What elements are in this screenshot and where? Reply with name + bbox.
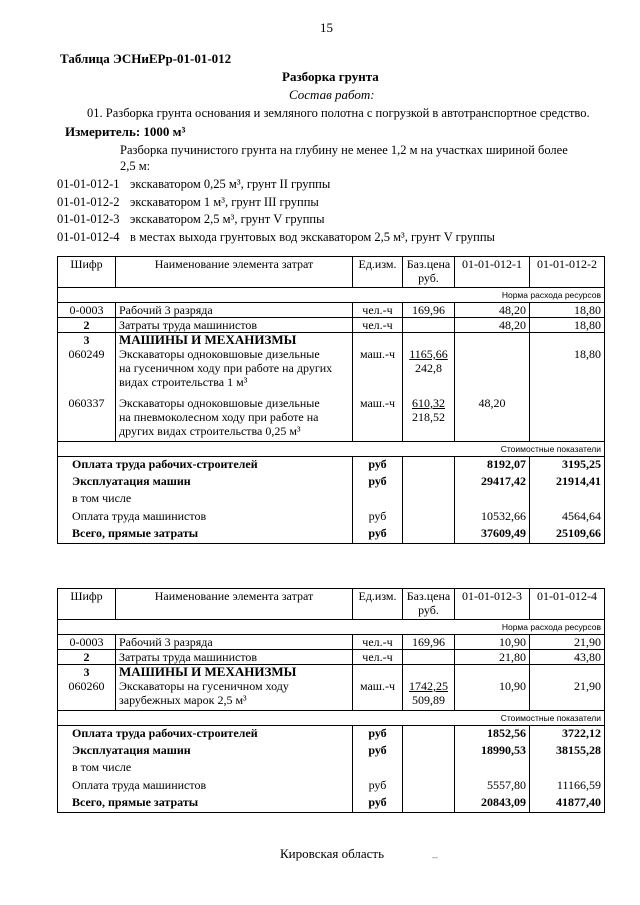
- footer-region: Кировская область: [280, 846, 385, 861]
- header-code: Шифр: [58, 257, 116, 288]
- code-4: 01-01-012-4: [57, 230, 120, 244]
- table-row: [58, 318, 605, 333]
- row-value-a: [455, 347, 530, 389]
- cost-label: в том числе: [58, 757, 353, 774]
- cost-value-b: 3722,12: [530, 726, 605, 741]
- cost-row: [58, 488, 605, 505]
- table-row: [58, 347, 605, 389]
- row-value-b: 18,80: [530, 347, 605, 389]
- row-code: 060337: [58, 389, 116, 442]
- header-base-price-line2: руб.: [418, 603, 439, 617]
- cost-value-a: 1852,56: [455, 726, 530, 741]
- cost-unit: руб: [353, 471, 403, 488]
- description-line2: 2,5 м:: [120, 159, 151, 173]
- row-value-a: 48,20: [455, 389, 530, 442]
- row-value-b: 21,90: [530, 679, 605, 711]
- code-4-text: в местах выхода грунтовых вод экскаватором 2,5 м³, грунт V группы: [130, 230, 495, 244]
- table-header: [58, 257, 605, 288]
- cost-row: [58, 523, 605, 544]
- row-price-top: 1742,25: [409, 679, 448, 693]
- cost-unit: руб: [353, 740, 403, 757]
- cost-label: Стоимостные показатели: [58, 442, 605, 457]
- code-3-text: экскаватором 2,5 м³, грунт V группы: [130, 212, 325, 226]
- norm-label: Норма расхода ресурсов: [58, 620, 605, 635]
- row-code: 2: [58, 318, 116, 333]
- header-unit: Ед.изм.: [353, 589, 403, 620]
- header-base-price: [403, 257, 455, 288]
- row-code: 3: [58, 665, 116, 680]
- cost-row: [58, 757, 605, 774]
- row-name-line1: Экскаваторы на гусеничном ходу: [119, 679, 289, 693]
- cost-label: Эксплуатация машин: [58, 740, 353, 757]
- norm-label: Норма расхода ресурсов: [58, 288, 605, 303]
- row-unit: маш.-ч: [353, 347, 403, 389]
- header-code: Шифр: [58, 589, 116, 620]
- header-col-a: 01-01-012-1: [455, 257, 530, 288]
- cost-value-b: 11166,59: [530, 774, 605, 792]
- header-name: Наименование элемента затрат: [116, 589, 353, 620]
- cost-label: Оплата труда машинистов: [58, 774, 353, 792]
- description-line1: Разборка пучинистого грунта на глубину не менее 1,2 м на участках шириной более: [120, 143, 568, 157]
- row-price-bottom: 509,89: [412, 693, 445, 707]
- row-value-b: 18,80: [530, 303, 605, 318]
- row-price: [403, 389, 455, 442]
- table-row: [58, 389, 605, 442]
- row-unit: чел.-ч: [353, 635, 403, 650]
- header-col-b: 01-01-012-4: [530, 589, 605, 620]
- cost-label-row: [58, 442, 605, 457]
- table-title: Таблица ЭСНиЕРр-01-01-012: [60, 51, 232, 66]
- cost-unit: руб: [353, 505, 403, 523]
- row-code: 060260: [58, 679, 116, 711]
- cost-label: Всего, прямые затраты: [58, 523, 353, 544]
- cost-unit: руб: [353, 457, 403, 472]
- row-unit: чел.-ч: [353, 318, 403, 333]
- section-title: Разборка грунта: [282, 69, 379, 84]
- row-name-line3: других видах строительства 0,25 м³: [119, 424, 301, 438]
- works-heading: Состав работ:: [289, 87, 375, 102]
- header-base-price-line1: Баз.цена: [406, 589, 451, 603]
- row-name-line1: Экскаваторы одноковшовые дизельные: [119, 347, 320, 361]
- row-name: Рабочий 3 разряда: [116, 635, 353, 650]
- norm-label-row: [58, 620, 605, 635]
- table-header: [58, 589, 605, 620]
- row-name: Рабочий 3 разряда: [116, 303, 353, 318]
- cost-row: [58, 505, 605, 523]
- cost-value-a: 29417,42: [455, 471, 530, 488]
- cost-row: [58, 471, 605, 488]
- header-base-price: [403, 589, 455, 620]
- row-name-line1: Экскаваторы одноковшовые дизельные: [119, 396, 320, 410]
- work-item: 01. Разборка грунта основания и земляного полотна с погрузкой в автотранспортное средство.: [87, 106, 590, 120]
- row-unit: маш.-ч: [353, 679, 403, 711]
- row-price-bottom: 242,8: [415, 361, 442, 375]
- table-row: [58, 635, 605, 650]
- cost-value-b: 38155,28: [530, 740, 605, 757]
- row-value-b: 18,80: [530, 318, 605, 333]
- row-name: [116, 389, 353, 442]
- meter: Измеритель: 1000 м³: [65, 124, 186, 139]
- row-value-a: 10,90: [455, 635, 530, 650]
- code-2: 01-01-012-2: [57, 195, 120, 209]
- cost-value-b: 4564,64: [530, 505, 605, 523]
- row-price: [403, 318, 455, 333]
- row-price: 169,96: [403, 303, 455, 318]
- row-name-line2: на пневмоколесном ходу при работе на: [119, 410, 319, 424]
- row-price: 169,96: [403, 635, 455, 650]
- code-3: 01-01-012-3: [57, 212, 120, 226]
- cost-row: [58, 740, 605, 757]
- row-name: МАШИНЫ И МЕХАНИЗМЫ: [116, 665, 353, 680]
- cost-value-a: 18990,53: [455, 740, 530, 757]
- row-code: 060249: [58, 347, 116, 389]
- cost-value-b: 41877,40: [530, 792, 605, 813]
- cost-label: в том числе: [58, 488, 353, 505]
- header-base-price-line1: Баз.цена: [406, 257, 451, 271]
- header-base-price-line2: руб.: [418, 271, 439, 285]
- cost-label: Стоимостные показатели: [58, 711, 605, 726]
- row-value-b: 43,80: [530, 650, 605, 665]
- cost-label: Эксплуатация машин: [58, 471, 353, 488]
- cost-row: [58, 774, 605, 792]
- code-1: 01-01-012-1: [57, 177, 120, 191]
- table-row: [58, 665, 605, 680]
- code-2-text: экскаватором 1 м³, грунт III группы: [130, 195, 319, 209]
- row-code: 3: [58, 333, 116, 348]
- cost-value-b: 21914,41: [530, 471, 605, 488]
- resource-table-1: [57, 256, 605, 544]
- row-value-b: [530, 389, 605, 442]
- row-price: [403, 679, 455, 711]
- table-row: [58, 650, 605, 665]
- footer-mark: --: [432, 852, 438, 862]
- row-name: Затраты труда машинистов: [116, 650, 353, 665]
- norm-label-row: [58, 288, 605, 303]
- cost-value-a: 5557,80: [455, 774, 530, 792]
- row-price-top: 610,32: [412, 396, 445, 410]
- table-row: [58, 303, 605, 318]
- row-name: МАШИНЫ И МЕХАНИЗМЫ: [116, 333, 353, 348]
- page-number: 15: [320, 20, 333, 35]
- row-name-line2: на гусеничном ходу при работе на других: [119, 361, 333, 375]
- cost-value-a: 10532,66: [455, 505, 530, 523]
- header-name: Наименование элемента затрат: [116, 257, 353, 288]
- cost-value-a: 20843,09: [455, 792, 530, 813]
- cost-unit: руб: [353, 726, 403, 741]
- cost-label: Оплата труда рабочих-строителей: [58, 726, 353, 741]
- row-price-top: 1165,66: [409, 347, 448, 361]
- cost-row: [58, 457, 605, 472]
- row-unit: чел.-ч: [353, 303, 403, 318]
- row-value-b: 21,90: [530, 635, 605, 650]
- cost-label: Оплата труда машинистов: [58, 505, 353, 523]
- cost-value-b: 25109,66: [530, 523, 605, 544]
- cost-value-b: 3195,25: [530, 457, 605, 472]
- row-value-a: 10,90: [455, 679, 530, 711]
- row-price: [403, 650, 455, 665]
- table-row: [58, 333, 605, 348]
- row-value-a: 48,20: [455, 318, 530, 333]
- row-unit: чел.-ч: [353, 650, 403, 665]
- row-code: 0-0003: [58, 303, 116, 318]
- row-value-a: 21,80: [455, 650, 530, 665]
- cost-label-row: [58, 711, 605, 726]
- cost-unit: руб: [353, 523, 403, 544]
- row-price: [403, 347, 455, 389]
- cost-unit: руб: [353, 774, 403, 792]
- row-unit: маш.-ч: [353, 389, 403, 442]
- row-name: [116, 347, 353, 389]
- table-row: [58, 679, 605, 711]
- row-price-bottom: 218,52: [412, 410, 445, 424]
- row-name: [116, 679, 353, 711]
- header-unit: Ед.изм.: [353, 257, 403, 288]
- cost-value-a: 8192,07: [455, 457, 530, 472]
- header-col-a: 01-01-012-3: [455, 589, 530, 620]
- cost-unit: руб: [353, 792, 403, 813]
- code-1-text: экскаватором 0,25 м³, грунт II группы: [130, 177, 331, 191]
- cost-label: Оплата труда рабочих-строителей: [58, 457, 353, 472]
- cost-label: Всего, прямые затраты: [58, 792, 353, 813]
- cost-row: [58, 792, 605, 813]
- row-value-a: 48,20: [455, 303, 530, 318]
- header-col-b: 01-01-012-2: [530, 257, 605, 288]
- resource-table-2: [57, 588, 605, 813]
- cost-row: [58, 726, 605, 741]
- row-name-line3: видах строительства 1 м³: [119, 375, 248, 389]
- row-name: Затраты труда машинистов: [116, 318, 353, 333]
- cost-value-a: 37609,49: [455, 523, 530, 544]
- row-code: 2: [58, 650, 116, 665]
- row-name-line2: зарубежных марок 2,5 м³: [119, 693, 247, 707]
- row-code: 0-0003: [58, 635, 116, 650]
